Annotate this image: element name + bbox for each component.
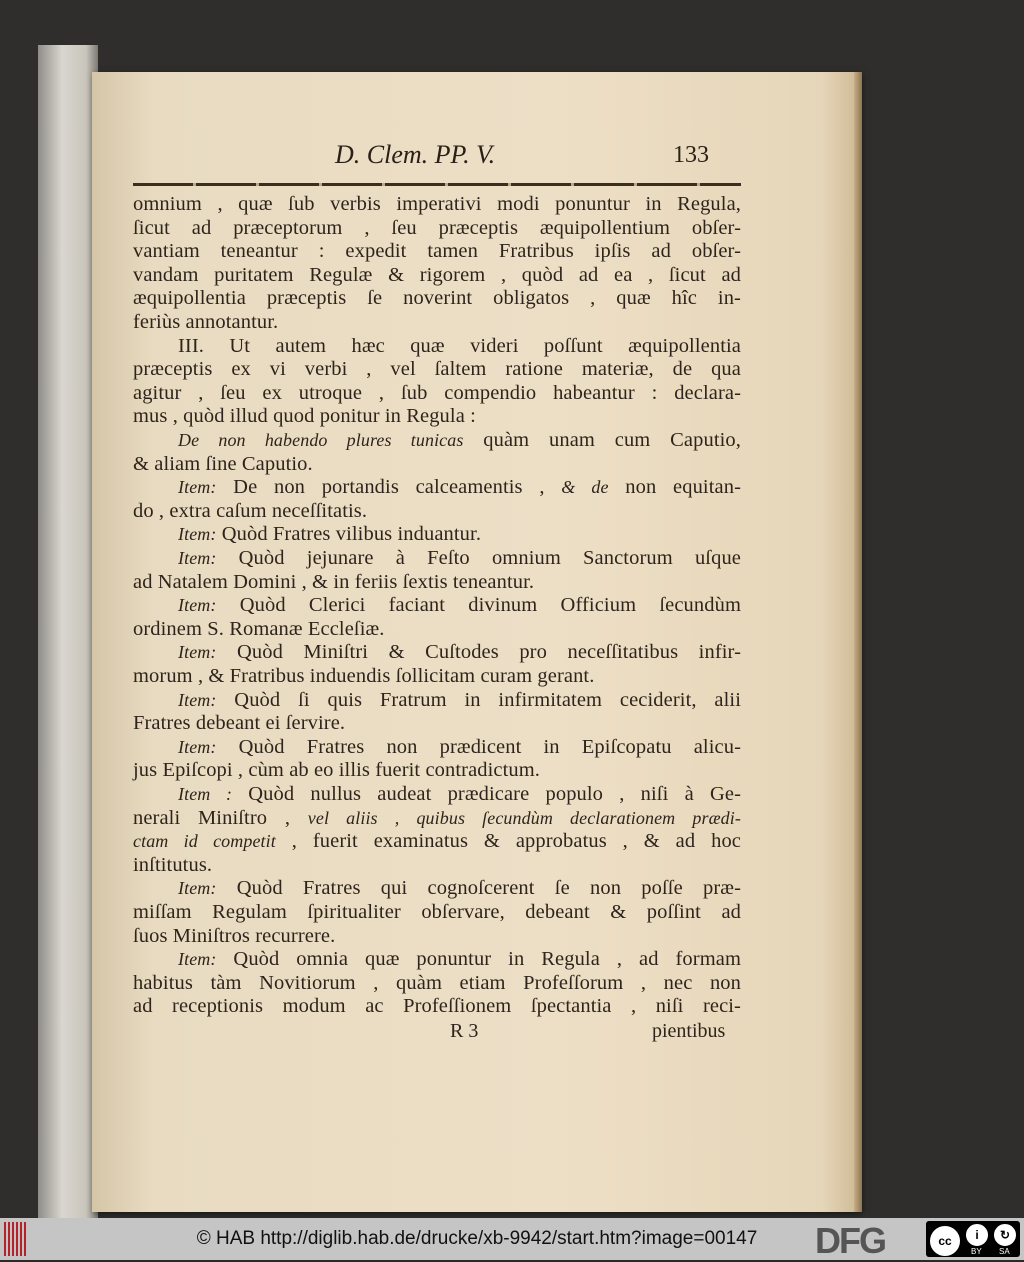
text-segment: habitus tàm Novitiorum , quàm etiam Profeſſorum , nec non — [133, 971, 741, 994]
text-segment: , fuerit examinatus & approbatus , & ad hoc — [275, 830, 741, 853]
text-segment: miſſam Regulam ſpiritualiter obſervare, debeant & poſſint ad — [133, 901, 741, 923]
text-segment: feriùs annotantur. — [133, 311, 279, 333]
text-line — [133, 758, 741, 782]
text-line — [178, 546, 741, 570]
text-line — [133, 971, 741, 995]
italic-text: Item: — [178, 524, 217, 545]
text-segment: ordinem S. Romanæ Eccleſiæ. — [133, 617, 385, 640]
italic-text: vel aliis , quibus ſecundùm declarationem prædi- — [307, 807, 741, 828]
text-line — [133, 711, 741, 735]
text-segment: Quòd omnia quæ ponuntur in Regula , ad formam — [216, 948, 741, 971]
text-line — [133, 664, 741, 688]
text-segment: III. Ut autem hæc quæ videri poſſunt æquipollentia — [178, 334, 741, 357]
text-segment: Fratres debeant ei ſervire. — [133, 712, 346, 735]
text-line — [133, 216, 741, 240]
italic-text: ctam id competit — [133, 831, 276, 852]
italic-text: Item: — [178, 548, 217, 568]
text-line — [133, 617, 741, 641]
text-line — [178, 475, 741, 499]
text-line — [178, 593, 741, 617]
text-segment: Quòd Clerici faciant divinum Officium ſecundùm — [216, 594, 741, 617]
text-segment: non equitan- — [608, 476, 742, 499]
text-segment: præceptis ex vi verbi , vel ſaltem ratione materiæ, de qua — [133, 358, 741, 381]
text-segment: ſicut ad præceptorum , ſeu præceptis æquipollentium obſer- — [133, 216, 741, 239]
text-line — [178, 688, 741, 712]
text-line — [133, 381, 741, 405]
text-segment: morum , & Fratribus induendis ſollicitam curam gerant. — [133, 665, 595, 687]
text-line — [133, 452, 741, 476]
text-line — [133, 263, 741, 287]
text-line — [133, 404, 741, 428]
cc-icon: cc — [930, 1226, 960, 1256]
text-segment: & aliam ſine Caputio. — [133, 452, 313, 475]
text-line — [133, 192, 741, 216]
text-line — [133, 570, 741, 594]
text-segment: ad Natalem Domini , & in feriis ſextis teneantur. — [133, 570, 535, 593]
text-line — [133, 239, 741, 263]
text-segment: nerali Miniſtro , — [133, 806, 308, 829]
cc-license-badge[interactable] — [926, 1221, 1020, 1257]
text-segment: omnium , quæ ſub verbis imperativi modi ponuntur in Regula, — [133, 193, 741, 215]
text-line — [133, 286, 741, 310]
italic-text: Item : — [178, 784, 233, 804]
italic-text: Item: — [178, 642, 217, 663]
text-segment: Quòd Fratres non prædicent in Epiſcopatu alicu- — [216, 735, 741, 758]
sa-icon: ↻ — [994, 1224, 1016, 1246]
text-line — [133, 994, 741, 1018]
italic-text: Item: — [178, 736, 217, 757]
page-number: 133 — [673, 142, 709, 168]
running-head: D. Clem. PP. V. — [335, 140, 496, 169]
text-line — [178, 735, 741, 759]
text-segment: Quòd nullus audeat prædicare populo , niſi à Ge- — [232, 783, 741, 805]
text-line — [178, 334, 741, 358]
italic-text: Item: — [178, 878, 217, 899]
by-label: BY — [971, 1247, 982, 1256]
text-line — [133, 806, 741, 830]
text-line — [133, 924, 741, 948]
catchword: pientibus — [652, 1020, 726, 1042]
header-rule — [133, 183, 741, 186]
text-segment: mus , quòd illud quod ponitur in Regula : — [133, 405, 476, 428]
page-stack-edge — [38, 45, 98, 1218]
footer-bar — [0, 1218, 1024, 1260]
by-icon: i — [966, 1224, 988, 1246]
text-segment: Quòd Miniſtri & Cuſtodes pro neceſſitatibus infir- — [216, 641, 741, 664]
text-line — [133, 900, 741, 924]
text-line — [133, 357, 741, 381]
text-segment: jus Epiſcopi , cùm ab eo illis fuerit contradictum. — [133, 759, 541, 782]
text-line — [178, 782, 741, 806]
text-segment: æquipollentia præceptis ſe noverint obligatos , quæ hîc in- — [133, 287, 741, 310]
text-line — [133, 853, 741, 877]
signature-mark: R 3 — [450, 1020, 479, 1042]
text-segment: Quòd jejunare à Feſto omnium Sanctorum uſque — [216, 547, 741, 569]
text-segment: Quòd Fratres qui cognoſcerent ſe non poſſe præ- — [216, 877, 741, 900]
text-segment: Quòd ſi quis Fratrum in infirmitatem ceciderit, alii — [216, 688, 741, 711]
page-edge — [854, 72, 862, 1212]
text-line — [178, 522, 741, 546]
text-line — [178, 947, 741, 971]
italic-text: De non habendo plures tunicas — [178, 430, 464, 450]
text-line — [133, 310, 741, 334]
text-line — [178, 876, 741, 900]
text-segment: do , extra caſum neceſſitatis. — [133, 499, 368, 522]
text-segment: quàm unam cum Caputio, — [463, 429, 741, 451]
italic-text: Item: — [178, 949, 217, 970]
dfg-logo[interactable]: DFG — [815, 1220, 885, 1261]
text-segment: vantiam teneantur : expedit tamen Fratribus ipſis ad obſer- — [133, 240, 741, 263]
text-segment: De non portandis calceamentis , — [216, 476, 562, 499]
text-segment: vandam puritatem Regulæ & rigorem , quòd ad ea , ſicut ad — [133, 263, 741, 286]
text-segment: inſtitutus. — [133, 853, 213, 876]
text-segment: agitur , ſeu ex utroque , ſub compendio habeantur : declara- — [133, 381, 741, 404]
italic-text: Item: — [178, 595, 217, 616]
text-segment: ad receptionis modum ac Profeſſionem ſpectantia , niſi reci- — [133, 995, 741, 1018]
text-segment: ſuos Miniſtros recurrere. — [133, 924, 336, 947]
italic-text: Item: — [178, 477, 217, 498]
italic-text: & de — [561, 477, 609, 498]
text-line — [133, 829, 741, 853]
sa-label: SA — [999, 1247, 1010, 1256]
text-line — [178, 640, 741, 664]
text-line — [133, 499, 741, 523]
text-segment: Quòd Fratres vilibus induantur. — [216, 523, 482, 546]
text-line — [178, 428, 741, 452]
copyright-link[interactable]: © HAB http://diglib.hab.de/drucke/xb-9942/start.htm?image=00147 — [196, 1228, 758, 1249]
italic-text: Item: — [178, 689, 217, 710]
